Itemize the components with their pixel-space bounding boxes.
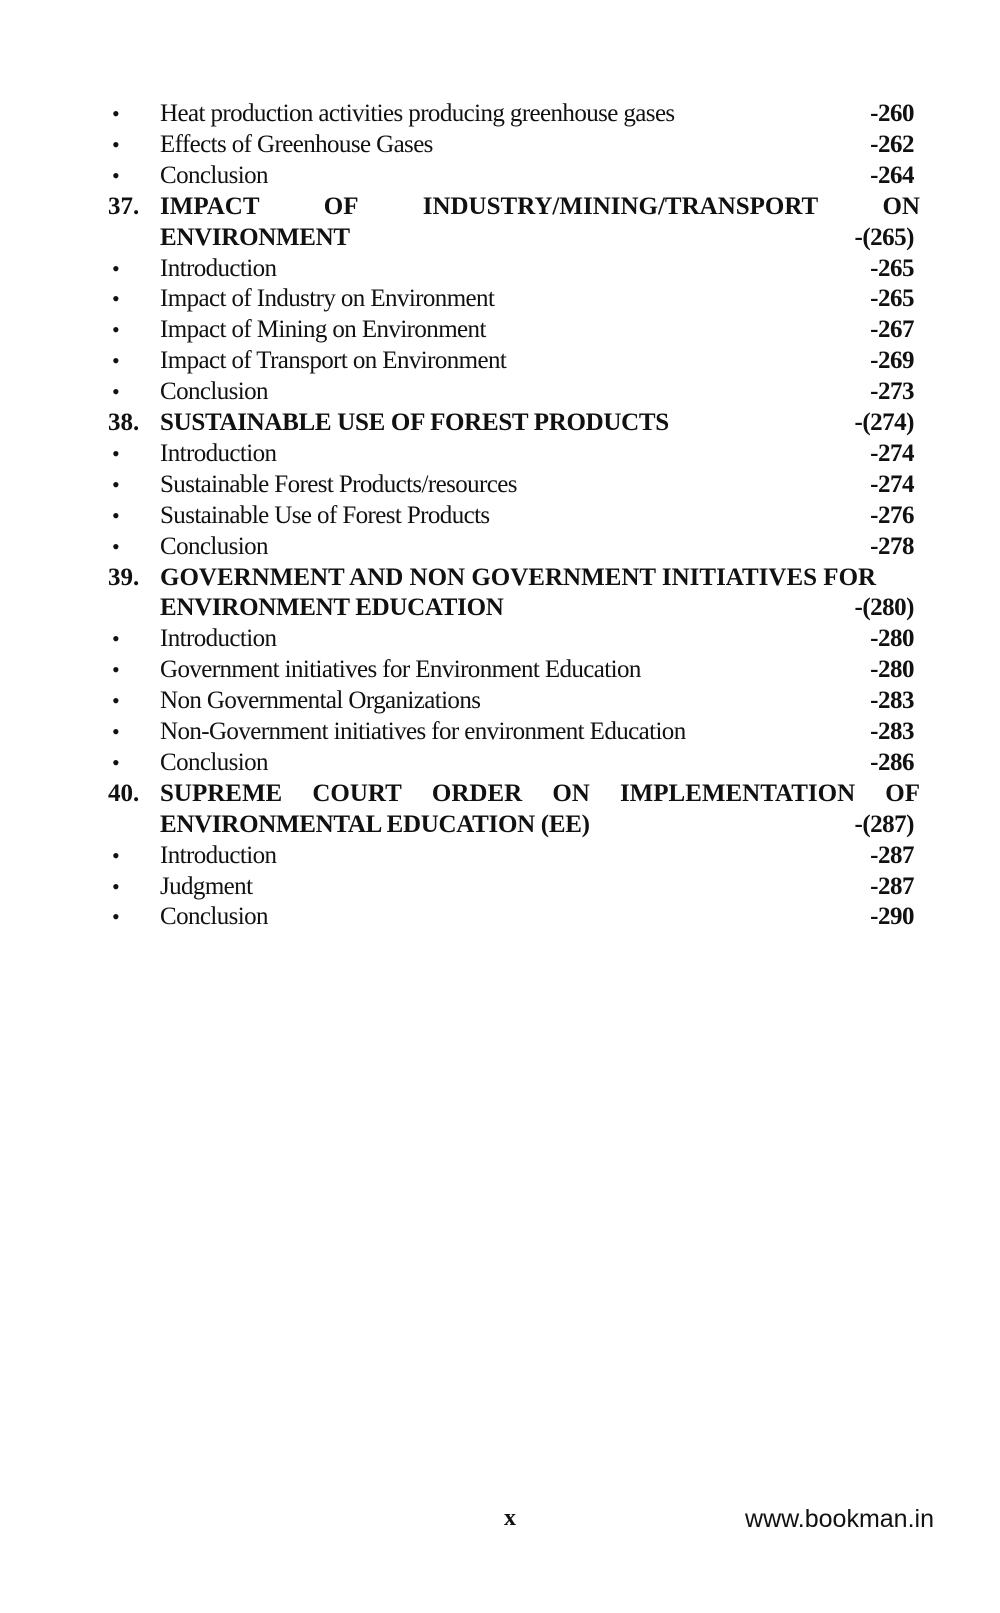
chapter-title-word: IMPLEMENTATION: [619, 779, 856, 807]
toc-item-page: -265: [870, 285, 914, 313]
toc-item-label: Introduction: [160, 841, 277, 869]
website-url: www.bookman.in: [745, 1505, 934, 1533]
toc-item-label: Non-Government initiatives for environment Education: [160, 718, 686, 745]
toc-item-page: -273: [870, 378, 914, 406]
toc-item-label: Conclusion: [160, 532, 268, 560]
toc-item-label: Heat production activities producing greenhouse gases: [160, 100, 675, 127]
toc-item-label: Government initiatives for Environment Education: [160, 656, 641, 684]
toc-item[interactable]: [0, 531, 1000, 562]
toc-item[interactable]: [0, 747, 1000, 778]
toc-item[interactable]: [0, 376, 1000, 407]
toc-chapter[interactable]: [0, 778, 1000, 809]
chapter-page: -(274): [854, 409, 914, 436]
chapter-number: 37.: [108, 192, 140, 220]
bullet-icon: •: [112, 379, 120, 405]
toc-item-label: Conclusion: [160, 378, 268, 406]
toc-item-label: Introduction: [160, 439, 277, 467]
toc-item-label: Sustainable Forest Products/resources: [160, 470, 517, 498]
chapter-title-line1: [160, 778, 920, 809]
toc-chapter[interactable]: [0, 407, 1000, 438]
toc-item[interactable]: [0, 623, 1000, 654]
chapter-page: -(287): [854, 810, 914, 838]
toc-chapter[interactable]: [0, 191, 1000, 222]
bullet-icon: •: [112, 688, 120, 714]
toc-item-label: Conclusion: [160, 903, 268, 931]
toc-item[interactable]: [0, 500, 1000, 531]
chapter-title-line2: ENVIRONMENT EDUCATION: [160, 594, 504, 622]
toc-item-page: -264: [870, 161, 914, 189]
bullet-icon: •: [112, 101, 120, 126]
toc-item[interactable]: [0, 438, 1000, 469]
toc-item[interactable]: [0, 314, 1000, 345]
toc-chapter-continued: [0, 222, 1000, 253]
chapter-title-word: IMPACT: [160, 192, 260, 220]
bullet-icon: •: [112, 904, 120, 930]
toc-item-page: -287: [870, 872, 914, 900]
toc-item-page: -283: [870, 687, 914, 715]
chapter-number: 40.: [108, 779, 140, 807]
toc-item[interactable]: [0, 283, 1000, 314]
toc-chapter[interactable]: [0, 562, 1000, 593]
chapter-title: SUSTAINABLE USE OF FOREST PRODUCTS: [160, 409, 669, 436]
toc-item[interactable]: [0, 98, 1000, 129]
toc-item[interactable]: [0, 253, 1000, 284]
chapter-title-line1: [160, 562, 920, 593]
toc-item-label: Judgment: [160, 872, 253, 900]
chapter-title-word: INDUSTRY/MINING/TRANSPORT: [422, 192, 819, 220]
toc-item[interactable]: [0, 716, 1000, 747]
toc-item[interactable]: [0, 160, 1000, 191]
chapter-number: 38.: [108, 409, 140, 436]
bullet-icon: •: [112, 842, 120, 868]
toc-item-label: Conclusion: [160, 748, 268, 776]
toc-item-label: Conclusion: [160, 161, 268, 189]
toc-item-page: -269: [870, 347, 914, 375]
toc-item[interactable]: [0, 685, 1000, 716]
chapter-title-word: ON: [552, 779, 590, 807]
toc-item-page: -267: [870, 316, 914, 344]
toc-item-label: Impact of Industry on Environment: [160, 285, 495, 313]
toc-item-page: -286: [870, 748, 914, 776]
toc-item-page: -274: [870, 470, 914, 498]
chapter-title-word: OF: [323, 192, 359, 220]
toc-item-label: Impact of Transport on Environment: [160, 347, 507, 375]
chapter-title-word: ORDER: [431, 779, 523, 807]
toc-item-label: Impact of Mining on Environment: [160, 316, 486, 344]
bullet-icon: •: [112, 255, 120, 281]
toc-item[interactable]: [0, 654, 1000, 685]
bullet-icon: •: [112, 286, 120, 312]
toc-item-page: -265: [870, 254, 914, 282]
toc-item-page: -283: [870, 718, 914, 745]
bullet-icon: •: [112, 719, 120, 744]
bullet-icon: •: [112, 657, 120, 683]
toc-item[interactable]: [0, 901, 1000, 932]
page-number: x: [504, 1505, 516, 1531]
chapter-title-word: SUPREME: [160, 779, 283, 807]
bullet-icon: •: [112, 348, 120, 374]
bullet-icon: •: [112, 162, 120, 188]
toc-item-page: -274: [870, 439, 914, 467]
toc-item-page: -278: [870, 532, 914, 560]
toc-item-label: Effects of Greenhouse Gases: [160, 130, 433, 158]
bullet-icon: •: [112, 626, 120, 652]
bullet-icon: •: [112, 440, 120, 466]
toc-item-page: -260: [870, 100, 914, 127]
toc-item-label: Sustainable Use of Forest Products: [160, 501, 490, 529]
chapter-title-word: OF: [885, 779, 920, 807]
bullet-icon: •: [112, 317, 120, 343]
toc-item[interactable]: [0, 345, 1000, 376]
toc-item-label: Non Governmental Organizations: [160, 687, 481, 715]
bullet-icon: •: [112, 873, 120, 899]
toc-item[interactable]: [0, 871, 1000, 902]
chapter-title-line1: [160, 191, 920, 222]
toc-item-label: Introduction: [160, 625, 277, 653]
toc-chapter-continued: [0, 809, 1000, 840]
chapter-title-word: COURT: [312, 779, 402, 807]
toc-item-page: -276: [870, 501, 914, 529]
chapter-title-word: GOVERNMENT AND NON GOVERNMENT INITIATIVES FOR: [160, 563, 877, 591]
bullet-icon: •: [112, 471, 120, 497]
chapter-title-word: ON: [882, 192, 920, 220]
chapter-page: -(280): [854, 594, 914, 622]
chapter-title-line2: ENVIRONMENT: [160, 223, 350, 251]
toc-chapter-continued: [0, 592, 1000, 623]
toc-item-page: -290: [870, 903, 914, 931]
toc-item-label: Introduction: [160, 254, 277, 282]
chapter-number: 39.: [108, 563, 140, 591]
bullet-icon: •: [112, 502, 120, 528]
bullet-icon: •: [112, 533, 120, 559]
chapter-title-line2: ENVIRONMENTAL EDUCATION (EE): [160, 810, 590, 838]
toc-item-page: -280: [870, 625, 914, 653]
toc-item-page: -280: [870, 656, 914, 684]
bullet-icon: •: [112, 749, 120, 775]
toc-item[interactable]: [0, 129, 1000, 160]
chapter-page: -(265): [854, 223, 914, 251]
toc-item-page: -262: [870, 130, 914, 158]
toc-item[interactable]: [0, 469, 1000, 500]
toc-item-page: -287: [870, 841, 914, 869]
bullet-icon: •: [112, 131, 120, 157]
toc-item[interactable]: [0, 840, 1000, 871]
